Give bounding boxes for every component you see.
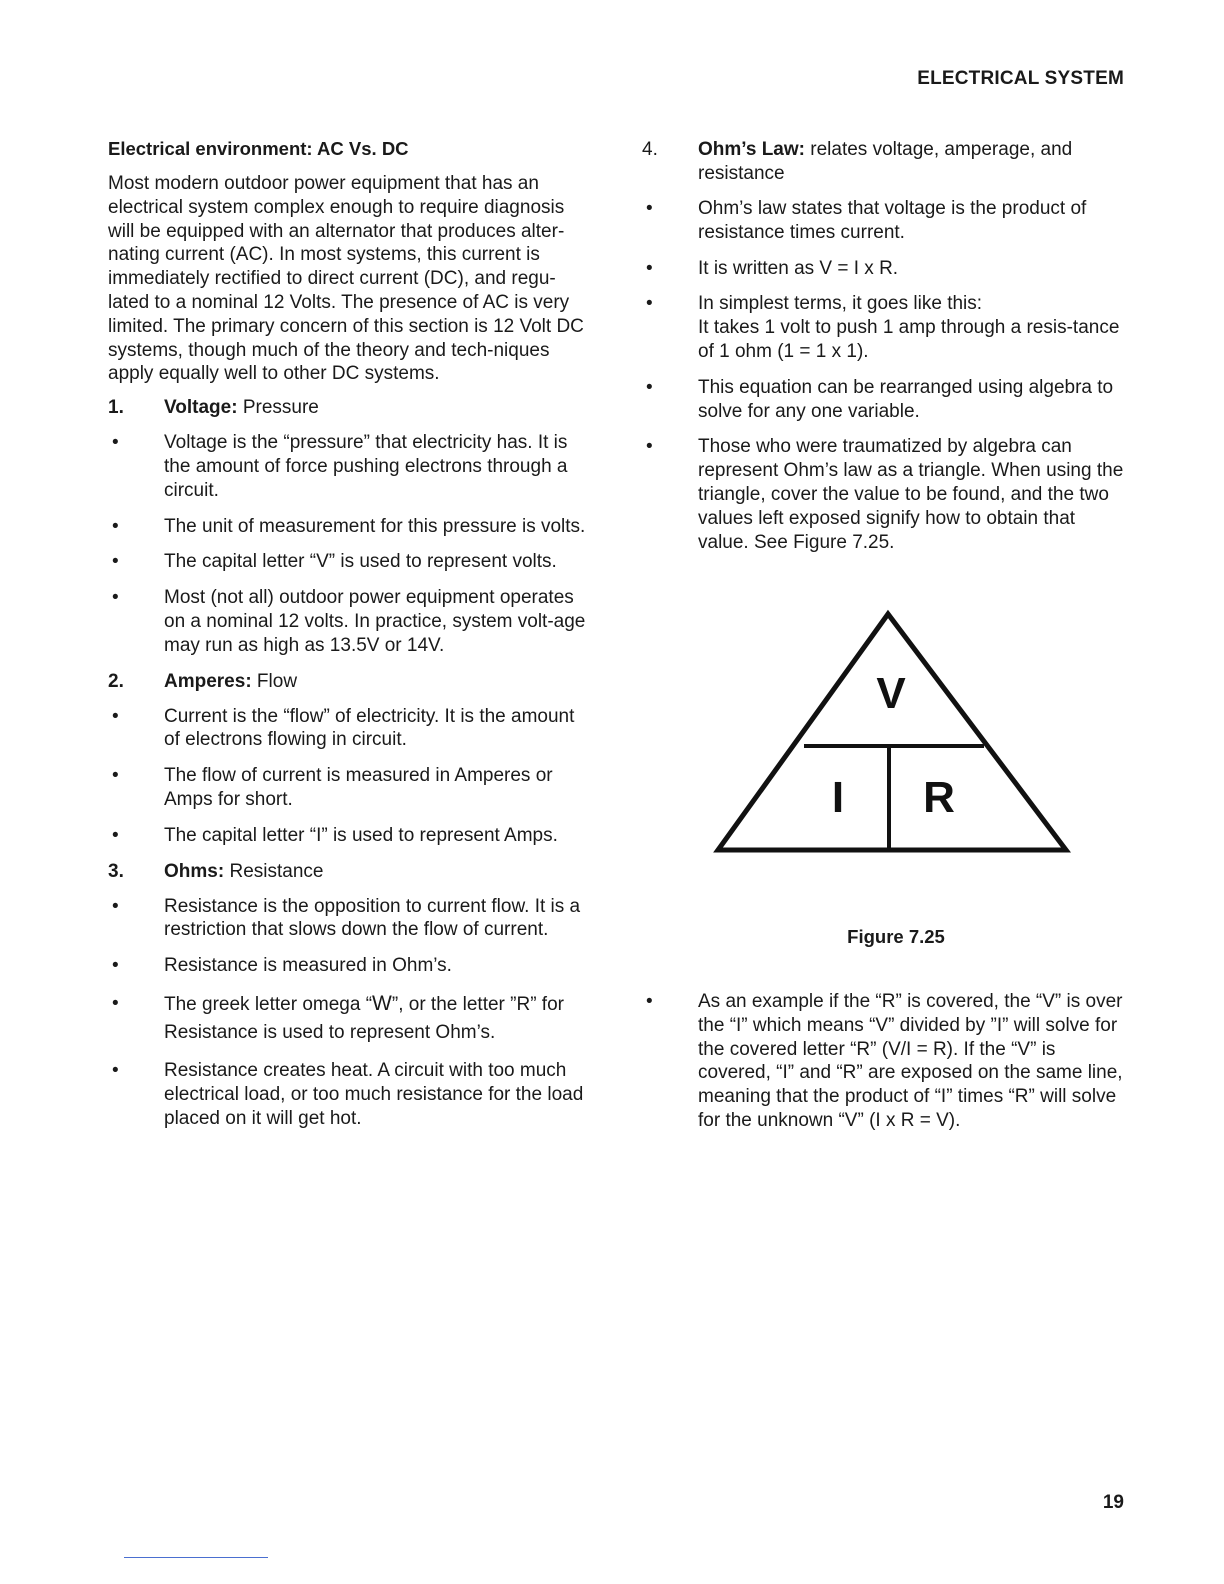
bullet-text: Current is the “flow” of electricity. It is the amount of electrons flowing in circuit.: [164, 705, 575, 751]
label-r: R: [923, 773, 955, 822]
section-title: ELECTRICAL SYSTEM: [917, 68, 1124, 89]
bullet-icon: •: [646, 198, 653, 219]
bullet-icon: •: [112, 895, 119, 917]
list-item: [642, 376, 1124, 424]
bullet-icon: •: [112, 587, 119, 609]
bullet-icon: •: [112, 432, 119, 454]
item-title: Ohm’s Law:: [698, 139, 805, 160]
item-title: Voltage:: [164, 397, 238, 419]
bullet-text: [164, 990, 590, 1047]
numbered-item-voltage: [108, 396, 590, 420]
bullet-icon: •: [646, 376, 653, 398]
list-item: [108, 764, 590, 812]
list-item: [642, 292, 1124, 363]
list-item: [642, 257, 1124, 281]
bullet-icon: •: [112, 705, 119, 727]
item-subtitle: relates voltage, amperage, and resistance: [698, 139, 1073, 184]
bullet-icon: •: [646, 257, 653, 279]
bullet-icon: •: [646, 293, 653, 315]
bullet-icon: •: [112, 551, 119, 573]
bullet-text: Those who were traumatized by algebra can represent Ohm’s law as a triangle. When using the triangle, cover the value to be found, and the two values left exposed signify how to obtain that value. See Figure 7.25.: [698, 436, 1124, 553]
list-item: [108, 824, 590, 848]
list-item: [642, 990, 1124, 1133]
list-item: [108, 895, 590, 943]
bullet-icon: •: [112, 765, 119, 787]
bullet-text: Ohm’s law states that voltage is the product of resistance times current.: [698, 198, 1087, 243]
right-column: [642, 138, 1124, 566]
omega-symbol: W: [372, 991, 392, 1015]
bullet-icon: •: [646, 991, 653, 1012]
item-number: 2.: [108, 670, 124, 692]
bullet-icon: •: [112, 515, 119, 537]
item-subtitle: Resistance: [224, 860, 324, 882]
section-heading: Electrical environment: AC Vs. DC: [108, 138, 409, 159]
bullet-text: Voltage is the “pressure” that electricity has. It is the amount of force pushing electrons through a circuit.: [164, 432, 568, 501]
list-item: [108, 954, 590, 978]
bullet-text: Most (not all) outdoor power equipment operates on a nominal 12 volts. In practice, system volt-age may run as high as 13.5V or 14V.: [164, 587, 586, 656]
bullet-icon: •: [112, 955, 119, 977]
example-bullet-block: [642, 990, 1124, 1145]
bullet-icon: •: [646, 436, 653, 458]
label-i: I: [831, 773, 845, 822]
item-number: 3.: [108, 860, 124, 882]
list-item: [108, 705, 590, 753]
intro-paragraph: Most modern outdoor power equipment that has an electrical system complex enough to require diagnosis will be equipped with an alternator that produces alter-nating current (AC). In most systems, this current is immediately rectified to direct current (DC), and regu-lated to a nominal 12 Volts. The presence of AC is very limited. The primary concern of this section is 12 Volt DC systems, though much of the theory and tech-niques apply equally well to other DC systems.: [108, 173, 584, 385]
numbered-item-ohms: [108, 860, 590, 884]
omega-text-before: The greek letter omega “: [164, 993, 373, 1015]
item-subtitle: Flow: [251, 670, 298, 692]
ohms-law-triangle: [708, 606, 1078, 866]
item-number: 1.: [108, 397, 124, 419]
bullet-text: The unit of measurement for this pressure is volts.: [164, 515, 586, 537]
list-item: [642, 435, 1124, 554]
bullet-text: This equation can be rearranged using algebra to solve for any one variable.: [698, 376, 1114, 422]
item-number: 4.: [642, 139, 658, 160]
bullet-icon: •: [112, 992, 119, 1014]
bullet-text: The capital letter “V” is used to represent volts.: [164, 551, 557, 573]
list-item: [108, 990, 590, 1047]
bullet-text: As an example if the “R” is covered, the “V” is over the “I” which means “V” divided by ”I” will solve for the covered letter “R” (V/I = R). If the “V” is covered, “I” and “R” are exposed on the same line, meaning that the product of “I” times “R” will solve for the unknown “V” (I x R = V).: [698, 991, 1123, 1131]
bullet-icon: •: [112, 824, 119, 846]
bullet-text: Resistance creates heat. A circuit with too much electrical load, or too much resistance for the load placed on it will get hot.: [164, 1059, 584, 1129]
simplest-line-1: In simplest terms, it goes like this:: [698, 293, 983, 315]
bullet-text: The flow of current is measured in Amperes or Amps for short.: [164, 765, 553, 810]
list-item: [108, 550, 590, 574]
list-item: [108, 515, 590, 539]
ohms-law-triangle-figure: [708, 606, 1078, 866]
bullet-icon: •: [112, 1059, 119, 1081]
numbered-item-amperes: [108, 670, 590, 694]
numbered-item-ohms-law: [642, 138, 1124, 186]
bullet-text: Resistance is the opposition to current flow. It is a restriction that slows down the flow of current.: [164, 895, 581, 941]
simplest-line-2: It takes 1 volt to push 1 amp through a resis-tance of 1 ohm (1 = 1 x 1).: [698, 317, 1120, 362]
bullet-text: The capital letter “I” is used to represent Amps.: [164, 824, 558, 846]
bullet-text: It is written as V = I x R.: [698, 257, 899, 279]
bullet-text: [698, 292, 1124, 363]
label-v: V: [876, 669, 906, 718]
bullet-text: Resistance is measured in Ohm’s.: [164, 955, 452, 977]
omega-text-after: ”, or the letter ”R” for Resistance is used to represent Ohm’s.: [164, 993, 564, 1043]
triangle-outline: [718, 614, 1066, 850]
list-item: [642, 197, 1124, 245]
list-item: [108, 1059, 590, 1130]
page-number: 19: [1102, 1492, 1124, 1513]
item-title: Ohms:: [164, 860, 225, 882]
footer-rule: [124, 1557, 268, 1558]
list-item: [108, 586, 590, 657]
item-subtitle: Pressure: [237, 397, 319, 419]
figure-caption: Figure 7.25: [847, 926, 945, 947]
item-title: Amperes:: [164, 670, 252, 692]
list-item: [108, 431, 590, 502]
left-column: [108, 138, 590, 1142]
